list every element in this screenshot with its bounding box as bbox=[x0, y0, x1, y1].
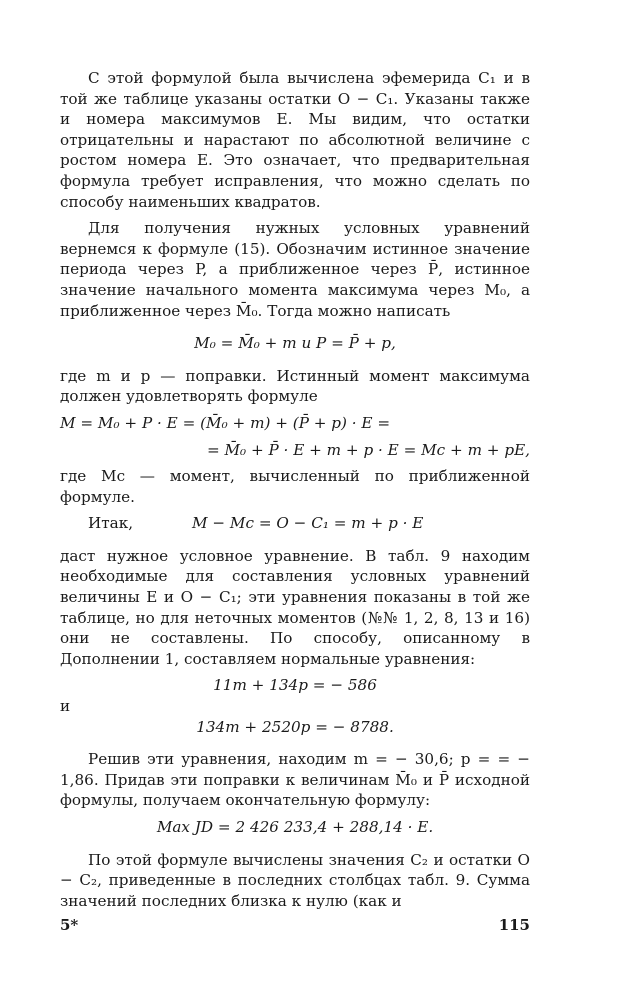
page-body bbox=[60, 68, 530, 911]
equation-1: M₀ = M̄₀ + m и P = P̄ + p, bbox=[194, 334, 396, 353]
conjunction: и bbox=[60, 697, 71, 716]
page-footer bbox=[60, 916, 530, 934]
paragraph-4: где Mc — момент, вычисленный по приближенной формуле. bbox=[60, 467, 530, 506]
paragraph-6: Решив эти уравнения, находим m = − 30,6; p = = − 1,86. Придав эти поправки к величинам M̄₀ и P̄ исходной формулы, получаем окончательную формулу: bbox=[60, 750, 530, 810]
equation-5: 134m + 2520p = − 8788. bbox=[196, 717, 394, 736]
equation-6: Max JD = 2 426 233,4 + 288,14 · E. bbox=[156, 818, 434, 836]
signature-mark: 5* bbox=[60, 916, 79, 934]
page-number: 115 bbox=[498, 916, 530, 934]
itak-label: Итак, bbox=[88, 514, 134, 533]
paragraph-5: даст нужное условное уравнение. В табл. 9 находим необходимые для составления условных уравнений величины E и O − C₁; эти уравнения показаны в той же таблице, но для неточных моментов (№№ 1, 2, 8, 13 и 16) они не составлены. По способу, описанному в Дополнении 1, составляем нормальные уравнения: bbox=[60, 546, 530, 668]
itak-line bbox=[60, 513, 530, 534]
paragraph-2: Для получения нужных условных уравнений вернемся к формуле (15). Обозначим истинное значение периода через P, а приближенное через P̄, истинное значение начального момента максимума через M₀, а приближенное через M̄₀. Тогда можно написать bbox=[60, 219, 530, 320]
equation-2-line-1: M = M₀ + P · E = (M̄₀ + m) + (P̄ + p) · E = bbox=[60, 413, 391, 432]
equation-4: 11m + 134p = − 586 bbox=[213, 676, 377, 695]
paragraph-7: По этой формуле вычислены значения C₂ и остатки O − C₂, приведенные в последних столбцах табл. 9. Сумма значений последних близка к нулю (как и bbox=[60, 850, 530, 910]
equation-2-line-2: = M̄₀ + P̄ · E + m + p · E = Mc + m + pE, bbox=[206, 440, 530, 459]
equation-3: M − Mc = O − C₁ = m + p · E bbox=[192, 514, 424, 533]
paragraph-1: С этой формулой была вычислена эфемерида C₁ и в той же таблице указаны остатки O − C₁. Указаны также и номера максимумов E. Мы видим, что остатки отрицательны и нарастают по абсолютной величине с ростом номера E. Это означает, что предварительная формула требует исправления, что можно сделать по способу наименьших квадратов. bbox=[60, 69, 530, 211]
paragraph-3: где m и p — поправки. Истинный момент максимума должен удовлетворять формуле bbox=[60, 366, 530, 406]
